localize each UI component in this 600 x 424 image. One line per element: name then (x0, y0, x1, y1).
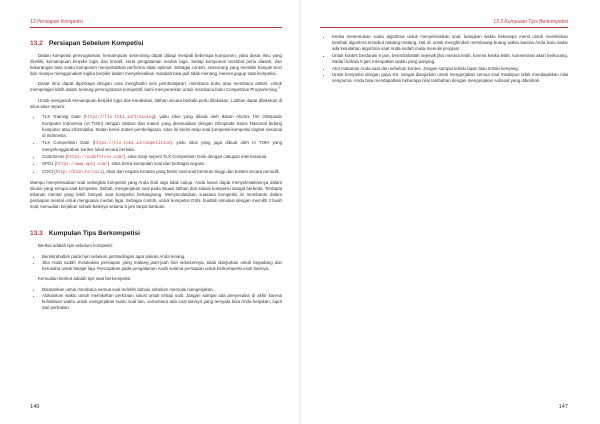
item-text: ), situs dari negara Kroasia yang berisi soal-soal bermutu tinggi dan kontes secara periodik. (102, 168, 281, 174)
paragraph-simulation: Mampu menyelesaikan soal sebingkat kompetisi yang Anda ikuti saja tidak cukup. Anda harus dapat menyelesaikannya dalam situasi yang serupa saat kompetisi. Sebab, mengerjakan soal pada situasi latihan dan situasi kompetisi sangat berbeda. Terdapat tekanan mental yang lebih banyak saat kompetisi berlangsung. Menyimulasikan suasana kompetisi ini membantu dalam persiapan mental untuk menguasai medan laga. Sebagai contoh, untuk kompetisi OSN, buatlah simulasi dengan memilih 3 buah soal, kemudian kerjakan sebaik-baiknya selama 5 jam tanpa bantuan. (30, 179, 282, 210)
list-item-tlx-competition (42, 140, 282, 153)
item-text: TLX Competition Gate ( (42, 139, 95, 145)
list-item: • Disarankan untuk membaca semua soal terlebih dahulu sebelum memulai mengerjakan. (42, 287, 282, 293)
tlx-competition-link[interactable]: https://tlx.toki.id/competition (94, 141, 171, 146)
section-number: 13.2 (30, 40, 43, 47)
item-text: ), yaitu situs yang dibuat oleh Ikatan Alumni Tim Olimpiade Komputer Indonesia (IA TOKI) dengan silabus dan materi yang disesuaikan dengan Olimpiade Sains Nasional bidang komputer atau informatika. Selain berisi materi pembelajaran, situs ini berisi arsip soal kompetisi-kompetisi tingkat nasional di Indonesia. (42, 113, 282, 139)
running-head-left: 13 Persiapan Kompetisi (30, 19, 83, 25)
item-text: ), situs mirip seperti TLX Competition Gate dengan cakupan internasional. (123, 153, 268, 159)
tips-during-list-continued (320, 34, 568, 85)
item-text: COCI ( (42, 168, 56, 174)
tips-during-list (30, 287, 282, 312)
item-text: ), situs berisi kumpulan soal dari berbagai negara. (107, 161, 205, 167)
section-title: Kumpulan Tips Berkompetisi (48, 230, 140, 238)
paragraph-text: Dasar ilmu dapat diperkaya dengan cara menghadiri sesi pembelajaran, membaca buku atau membaca artikel. Untuk mempelajari lebih dalam tentang pemrograman kompetitif, kami menyarankan untuk membaca buku Competitive Programming. (30, 81, 282, 93)
list-item: • Untuk kompetisi dengan gaya IOI, sangat dianjurkan untuk mengerjakan semua soal meskipun tidak mendapatkan nilai sempurna. Anda bisa mendapatkan beberapa nilai tambahan dengan mengerjakan subsoal yang diberikan. (332, 72, 568, 84)
paragraph-components: Dalam kompetisi pemrograman, kemampuan seseorang dapat dibagi menjadi beberapa komponen, yaitu dasar ilmu yang dimiliki, kemampuan berpikir logis dan kreatif, serta pengalaman medan laga. Setiap komponen tersebut perlu diasah, dan kekurangan atas suatu komponen menyebabkan performa tidak optimal. Sebagai contoh, seseorang yang memiliki banyak teori dan mampu menggunakan logika berpikir dalam menyelesaikan masalah bisa jadi tidak menang, karena gugup saat kompetisi. (30, 53, 282, 77)
list-item: • Alokasikan waktu untuk memikirkan perkiraan solusi untuk setiap soal. Jangan sampai ada penyesalan di akhir karena kehabisan waktu untuk mengerjakan suatu soal lain, sementara ada soal lainnya yang ternyata bisa Anda kerjakan, luput dari perhatian. (42, 293, 282, 311)
page-number-left: 146 (30, 404, 40, 410)
section-number: 13.3 (30, 230, 43, 238)
paragraph-basic-knowledge (30, 81, 282, 93)
list-item: • Jika Anda sudah melakukan persiapan yang matang jauh-jauh hari sebelumnya, tidak dianjurkan untuk begadang dan berusaha untuk belajar lagi. Percayakan pada pengalaman Anda selama persiapan untuk berkompetisi esok harinya. (42, 260, 282, 272)
list-item-tlx-training (42, 114, 282, 139)
tips-before-list (30, 254, 282, 273)
item-text: SPOJ ( (42, 161, 57, 167)
list-item: • Beristirahatlah pada hari sebelum pertandingan agar pikiran Anda tenang. (42, 254, 282, 260)
tlx-training-link[interactable]: https://tlx.toki.id/training (85, 115, 154, 120)
list-item-coci (42, 169, 282, 176)
paragraph-tips-before-intro: Berikut adalah tips sebelum kompetisi: (38, 243, 113, 249)
header-rule-left (30, 27, 282, 28)
section-heading-13-3 (30, 230, 282, 238)
left-page-content (30, 40, 282, 315)
list-item: • Untuk kontes berdurasi 5 jam, beristirahatlah sejenak jika merasa lelah, karena ketika lelah, konsentrasi akan berkurang. Sadari bahwa 5 jam merupakan waktu yang panjang. (332, 53, 568, 65)
list-item: • Ketika menemukan suatu algoritma untuk menyelesaikan soal, luangkan waktu beberapa menit untuk memikirkan kembali algoritma tersebut matang-matang. Hal ini untuk menghindari membuang-buang waktu karena Anda baru sadar ada kesalahan algoritma saat Anda sudah mulai menulis program. (332, 34, 568, 52)
running-head-right: 13.3 Kumpulan Tips Berkompetisi (493, 19, 568, 25)
footnote-marker[interactable]: 3 (277, 86, 280, 90)
section-heading-13-2 (30, 40, 282, 48)
page-number-right: 147 (558, 404, 568, 410)
spoj-link[interactable]: https://www.spoj.com/ (56, 163, 108, 168)
item-text: Codeforces ( (42, 153, 68, 159)
right-page (300, 0, 600, 424)
item-text: TLX Training Gate ( (42, 113, 86, 119)
header-rule-right (320, 27, 568, 28)
coci-link[interactable]: http://hsin.hr/coci (55, 170, 103, 175)
list-item: • Atur makanan Anda saat dan sebelum kontes. Jangan sampai terlalu lapar atau terlalu kenyang. (332, 66, 568, 72)
codeforces-link[interactable]: https://codeforces.com/ (67, 155, 124, 160)
paragraph-tips-during-intro: Kemudian berikut adalah tips saat berkompetisi: (38, 276, 132, 282)
item-text: ), yaitu situs yang juga dibuat oleh IA TOKI yang menyelenggarakan kontes lokal secara berkala. (42, 139, 283, 152)
practice-sites-list (30, 114, 282, 176)
list-item-spoj (42, 161, 282, 168)
right-page-content (320, 34, 568, 89)
paragraph-practice: Untuk mengasah kemampuan berpikir logis dan kreativitas, latihan secara berkala perlu dilakukan. Latihan dapat dilakukan di situs-situs seperti: (30, 97, 282, 109)
list-item-codeforces (42, 154, 282, 161)
section-title: Persiapan Sebelum Kompetisi (48, 40, 144, 47)
